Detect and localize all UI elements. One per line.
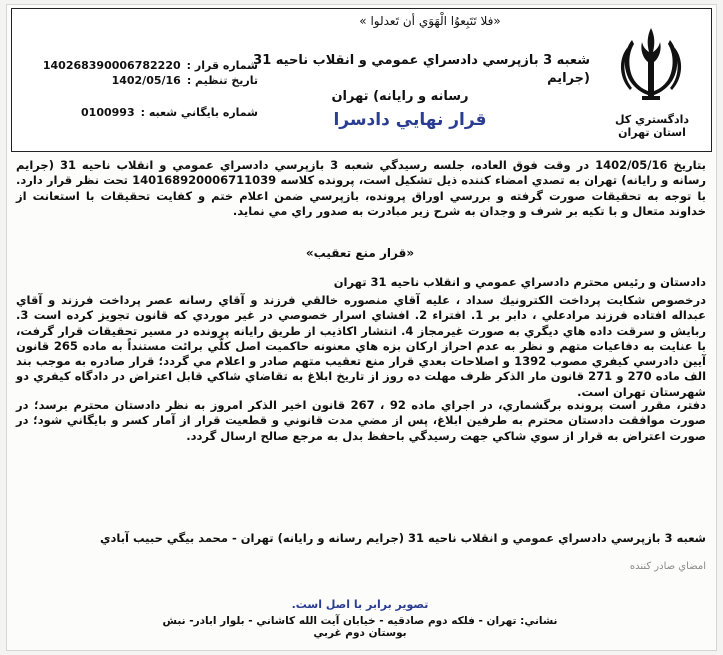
- archive-number-value: 0100993: [81, 106, 135, 119]
- final-paragraph: دفتر، مقرر است پرونده برگشماري، در اجراي ماده 92 ، 267 قانون اخير الذكر امروز به نظر دادستان محترم برسد؛ در صورت موافقت دادستان محترم به طرفين ابلاغ، پس از مضي مدت قانوني و قطعيت قرار از آمار كسر و بايگاني شود؛ در صورت اعتراض به قرار از سوي شاكي جهت رسيدگي باحفظ بدل به مرجع صالح ارسال گردد.: [16, 398, 706, 443]
- decision-title: قرار نهايي دادسرا: [333, 110, 487, 130]
- branch-title: [250, 52, 590, 106]
- decision-number-value: 140268390006782220: [42, 59, 181, 72]
- decision-number-label: شماره قرار :: [186, 59, 258, 72]
- certified-copy-note: تصوير برابر با اصل است.: [291, 598, 429, 611]
- signature-line: شعبه 3 بازپرسي دادسراي عمومي و انقلاب ناحيه 31 (جرايم رسانه و رايانه) تهران - محمد بيگي حبيب آبادي: [99, 531, 706, 545]
- issuer-signature-label: امضاي صادر كننده: [629, 561, 706, 572]
- header-verse: «فلا تَتَبِعوُا الْهَوَي أن تَعدلوا »: [359, 14, 501, 28]
- main-paragraph: درخصوص شكايت پرداخت الكترونيك سداد ، عليه آقاي منصوره خالقي فرزند و آقاي رسانه عصر پرداخت فرزند و آقاي عبداله افتاده فرزند مرادعلي ، دابر بر 1. افتراء 2. افشاي اسرار خصوصي در غير موردي كه قانون تجويز كرده است 3. ربايش و سرقت داده هاي ديگري به صورت غيرمجاز 4. انتشار اكاذيب از طريق رايانه پرونده در مسير تحقيقات قرار گرفت، با عنايت به دفاعيات متهم و نظر به عدم احراز اركان بزه هاي معنونه حاكميت اصل كلّي برائت مستنداً به ماده 265 قانون آيين دادرسي كيفري مصوب 1392 و اصلاحات بعدي قرار منع تعقيب متهم صادر و اعلام مي گردد؛ قرار صادره به موجب بند الف ماده 270 و 271 قانون مار الذكر ظرف مهلت ده روز از تاريخ ابلاغ به تقاضاي شاكي قابل اعتراض در دادگاه كيفري دو شهرستان تهران است.: [16, 293, 707, 399]
- decision-number-row: [28, 58, 258, 73]
- intro-paragraph: بتاريخ 1402/05/16 در وقت فوق العاده، جلسه رسيدگي شعبه 3 بازپرسي دادسراي عمومي و انقلاب ناحيه 31 (جرايم رسانه و رايانه) تهران به تصدي امضاء كننده ذيل تشكيل است، پرونده كلاسه 140168920006711039 تحت نظر قرار دارد. با توجه به تحقيقات صورت گرفته و بررسي اوراق پرونده، بازپرسي ضمن اعلام ختم و كفايت تحقيقات با استعانت از خداوند متعال و با تكيه بر شرف و وجدان به شرح زير مبادرت به صدور راي مي نمايد.: [16, 158, 707, 218]
- issue-date-row: [28, 73, 258, 88]
- section-heading: «قرار منع تعقيب»: [305, 246, 415, 260]
- iran-emblem-icon: [612, 22, 690, 112]
- archive-number-label: شماره بايگاني شعبه :: [140, 106, 258, 119]
- issue-date-label: تاريخ تنظيم :: [186, 74, 258, 87]
- address-line: نشاني: تهران - فلكه دوم صادقيه - خيابان آيت الله كاشاني - بلوار ابادر- نبش بوستان دوم غربي: [162, 615, 558, 639]
- addressee-line: دادستان و رئيس محترم دادسراي عمومي و انقلاب ناحيه 31 تهران: [333, 275, 706, 289]
- court-name: دادگستري كل استان تهران: [614, 113, 690, 139]
- decision-meta: [28, 58, 258, 120]
- branch-title-line-2: رسانه و رايانه) تهران: [331, 89, 469, 104]
- archive-number-row: [28, 105, 258, 120]
- branch-title-line-1: شعبه 3 بازپرسي دادسراي عمومي و انقلاب ناحيه 31 (جرايم: [253, 53, 590, 86]
- issue-date-value: 1402/05/16: [111, 74, 181, 87]
